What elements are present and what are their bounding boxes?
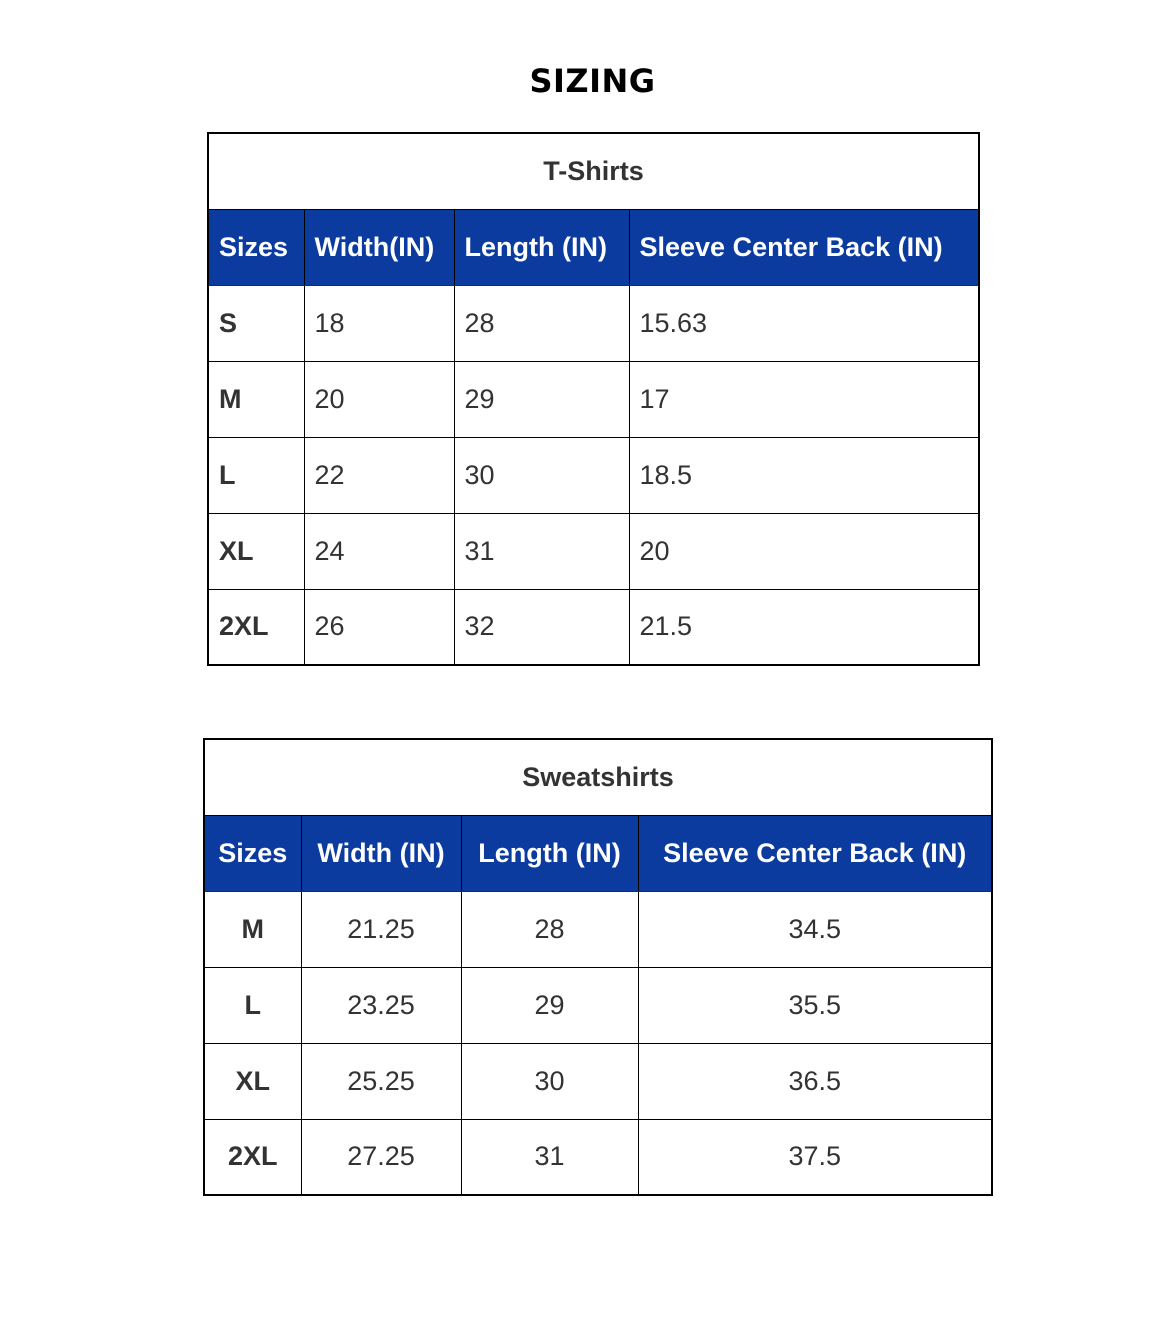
size-cell: L — [204, 967, 301, 1043]
page-title: SIZING — [529, 62, 656, 100]
sleeve-cell: 17 — [629, 361, 979, 437]
width-cell: 20 — [304, 361, 454, 437]
sleeve-cell: 36.5 — [638, 1043, 992, 1119]
table-row — [204, 891, 992, 967]
length-cell: 32 — [454, 589, 629, 665]
length-cell: 30 — [461, 1043, 638, 1119]
header-sizes: Sizes — [204, 815, 301, 891]
size-cell: 2XL — [204, 1119, 301, 1195]
width-cell: 24 — [304, 513, 454, 589]
header-sleeve: Sleeve Center Back (IN) — [638, 815, 992, 891]
table-caption-row — [208, 133, 979, 209]
header-width: Width (IN) — [301, 815, 461, 891]
size-cell: M — [204, 891, 301, 967]
header-sizes: Sizes — [208, 209, 304, 285]
table-row — [204, 1043, 992, 1119]
size-cell: XL — [208, 513, 304, 589]
length-cell: 31 — [461, 1119, 638, 1195]
size-cell: S — [208, 285, 304, 361]
width-cell: 26 — [304, 589, 454, 665]
length-cell: 29 — [454, 361, 629, 437]
table-row — [208, 361, 979, 437]
header-sleeve: Sleeve Center Back (IN) — [629, 209, 979, 285]
sleeve-cell: 35.5 — [638, 967, 992, 1043]
size-cell: M — [208, 361, 304, 437]
width-cell: 21.25 — [301, 891, 461, 967]
width-cell: 23.25 — [301, 967, 461, 1043]
sleeve-cell: 21.5 — [629, 589, 979, 665]
length-cell: 31 — [454, 513, 629, 589]
sleeve-cell: 34.5 — [638, 891, 992, 967]
header-length: Length (IN) — [454, 209, 629, 285]
table-row — [208, 285, 979, 361]
table-row — [204, 1119, 992, 1195]
table-row — [208, 437, 979, 513]
table-caption-row — [204, 739, 992, 815]
sleeve-cell: 15.63 — [629, 285, 979, 361]
sleeve-cell: 18.5 — [629, 437, 979, 513]
header-length: Length (IN) — [461, 815, 638, 891]
table-row — [208, 513, 979, 589]
width-cell: 18 — [304, 285, 454, 361]
table-row — [204, 967, 992, 1043]
size-cell: 2XL — [208, 589, 304, 665]
table-header-row — [208, 209, 979, 285]
size-cell: L — [208, 437, 304, 513]
width-cell: 22 — [304, 437, 454, 513]
sweatshirts-size-table — [203, 738, 993, 1196]
size-cell: XL — [204, 1043, 301, 1119]
table-header-row — [204, 815, 992, 891]
table-row — [208, 589, 979, 665]
length-cell: 29 — [461, 967, 638, 1043]
length-cell: 28 — [461, 891, 638, 967]
width-cell: 25.25 — [301, 1043, 461, 1119]
sleeve-cell: 20 — [629, 513, 979, 589]
table-caption: Sweatshirts — [204, 739, 992, 815]
length-cell: 30 — [454, 437, 629, 513]
table-caption: T-Shirts — [208, 133, 979, 209]
width-cell: 27.25 — [301, 1119, 461, 1195]
length-cell: 28 — [454, 285, 629, 361]
sleeve-cell: 37.5 — [638, 1119, 992, 1195]
header-width: Width(IN) — [304, 209, 454, 285]
tshirts-size-table — [207, 132, 980, 666]
